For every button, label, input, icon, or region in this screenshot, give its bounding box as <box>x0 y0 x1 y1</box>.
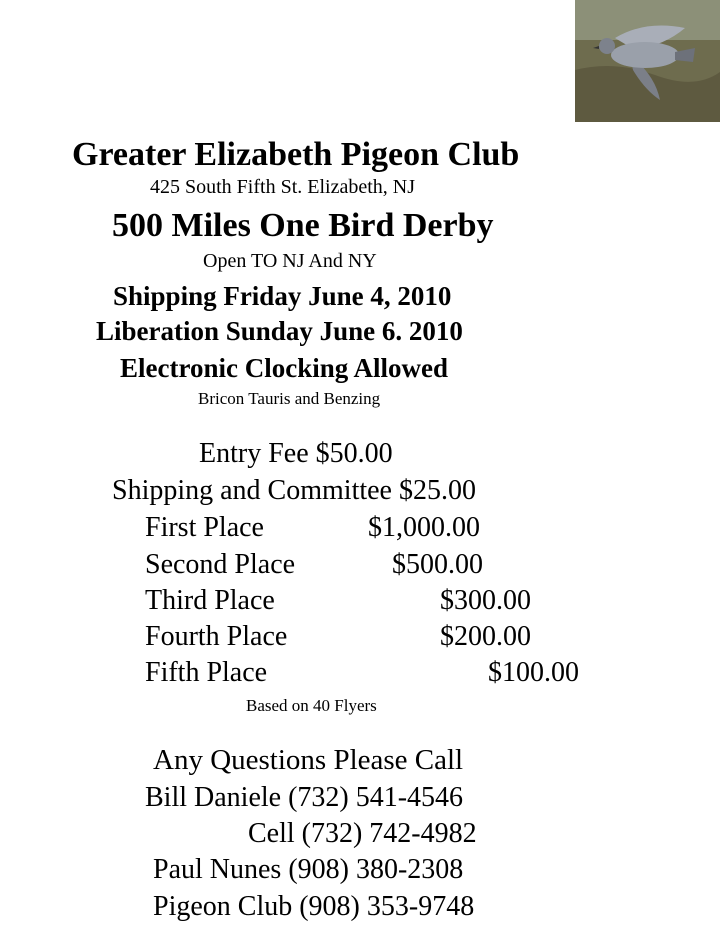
pigeon-photo <box>575 0 720 122</box>
prize-amount: $100.00 <box>488 657 579 688</box>
prize-place: Fifth Place <box>145 657 268 688</box>
clocking-note: Electronic Clocking Allowed <box>120 353 448 383</box>
club-address: 425 South Fifth St. Elizabeth, NJ <box>150 176 415 198</box>
questions-heading: Any Questions Please Call <box>153 744 464 776</box>
contact-line: Pigeon Club (908) 353-9748 <box>153 891 475 922</box>
prize-place: First Place <box>145 512 264 543</box>
based-on-note: Based on 40 Flyers <box>246 696 377 715</box>
clock-brands: Bricon Tauris and Benzing <box>198 389 381 408</box>
prize-amount: $500.00 <box>392 549 483 580</box>
shipping-fee: Shipping and Committee $25.00 <box>112 475 476 506</box>
contact-line: Paul Nunes (908) 380-2308 <box>153 854 464 885</box>
prize-amount: $1,000.00 <box>368 512 480 543</box>
prize-place: Second Place <box>145 549 296 580</box>
prize-amount: $300.00 <box>440 585 531 616</box>
open-to: Open TO NJ And NY <box>203 250 377 272</box>
shipping-date: Shipping Friday June 4, 2010 <box>113 281 452 311</box>
prize-amount: $200.00 <box>440 621 531 652</box>
entry-fee: Entry Fee $50.00 <box>199 438 393 469</box>
club-name: Greater Elizabeth Pigeon Club <box>72 136 520 173</box>
prize-place: Fourth Place <box>145 621 288 652</box>
prize-place: Third Place <box>145 585 275 616</box>
contact-line: Bill Daniele (732) 541-4546 <box>145 782 464 813</box>
derby-title: 500 Miles One Bird Derby <box>112 207 494 244</box>
liberation-date: Liberation Sunday June 6. 2010 <box>96 316 463 346</box>
contact-line: Cell (732) 742-4982 <box>248 818 477 849</box>
